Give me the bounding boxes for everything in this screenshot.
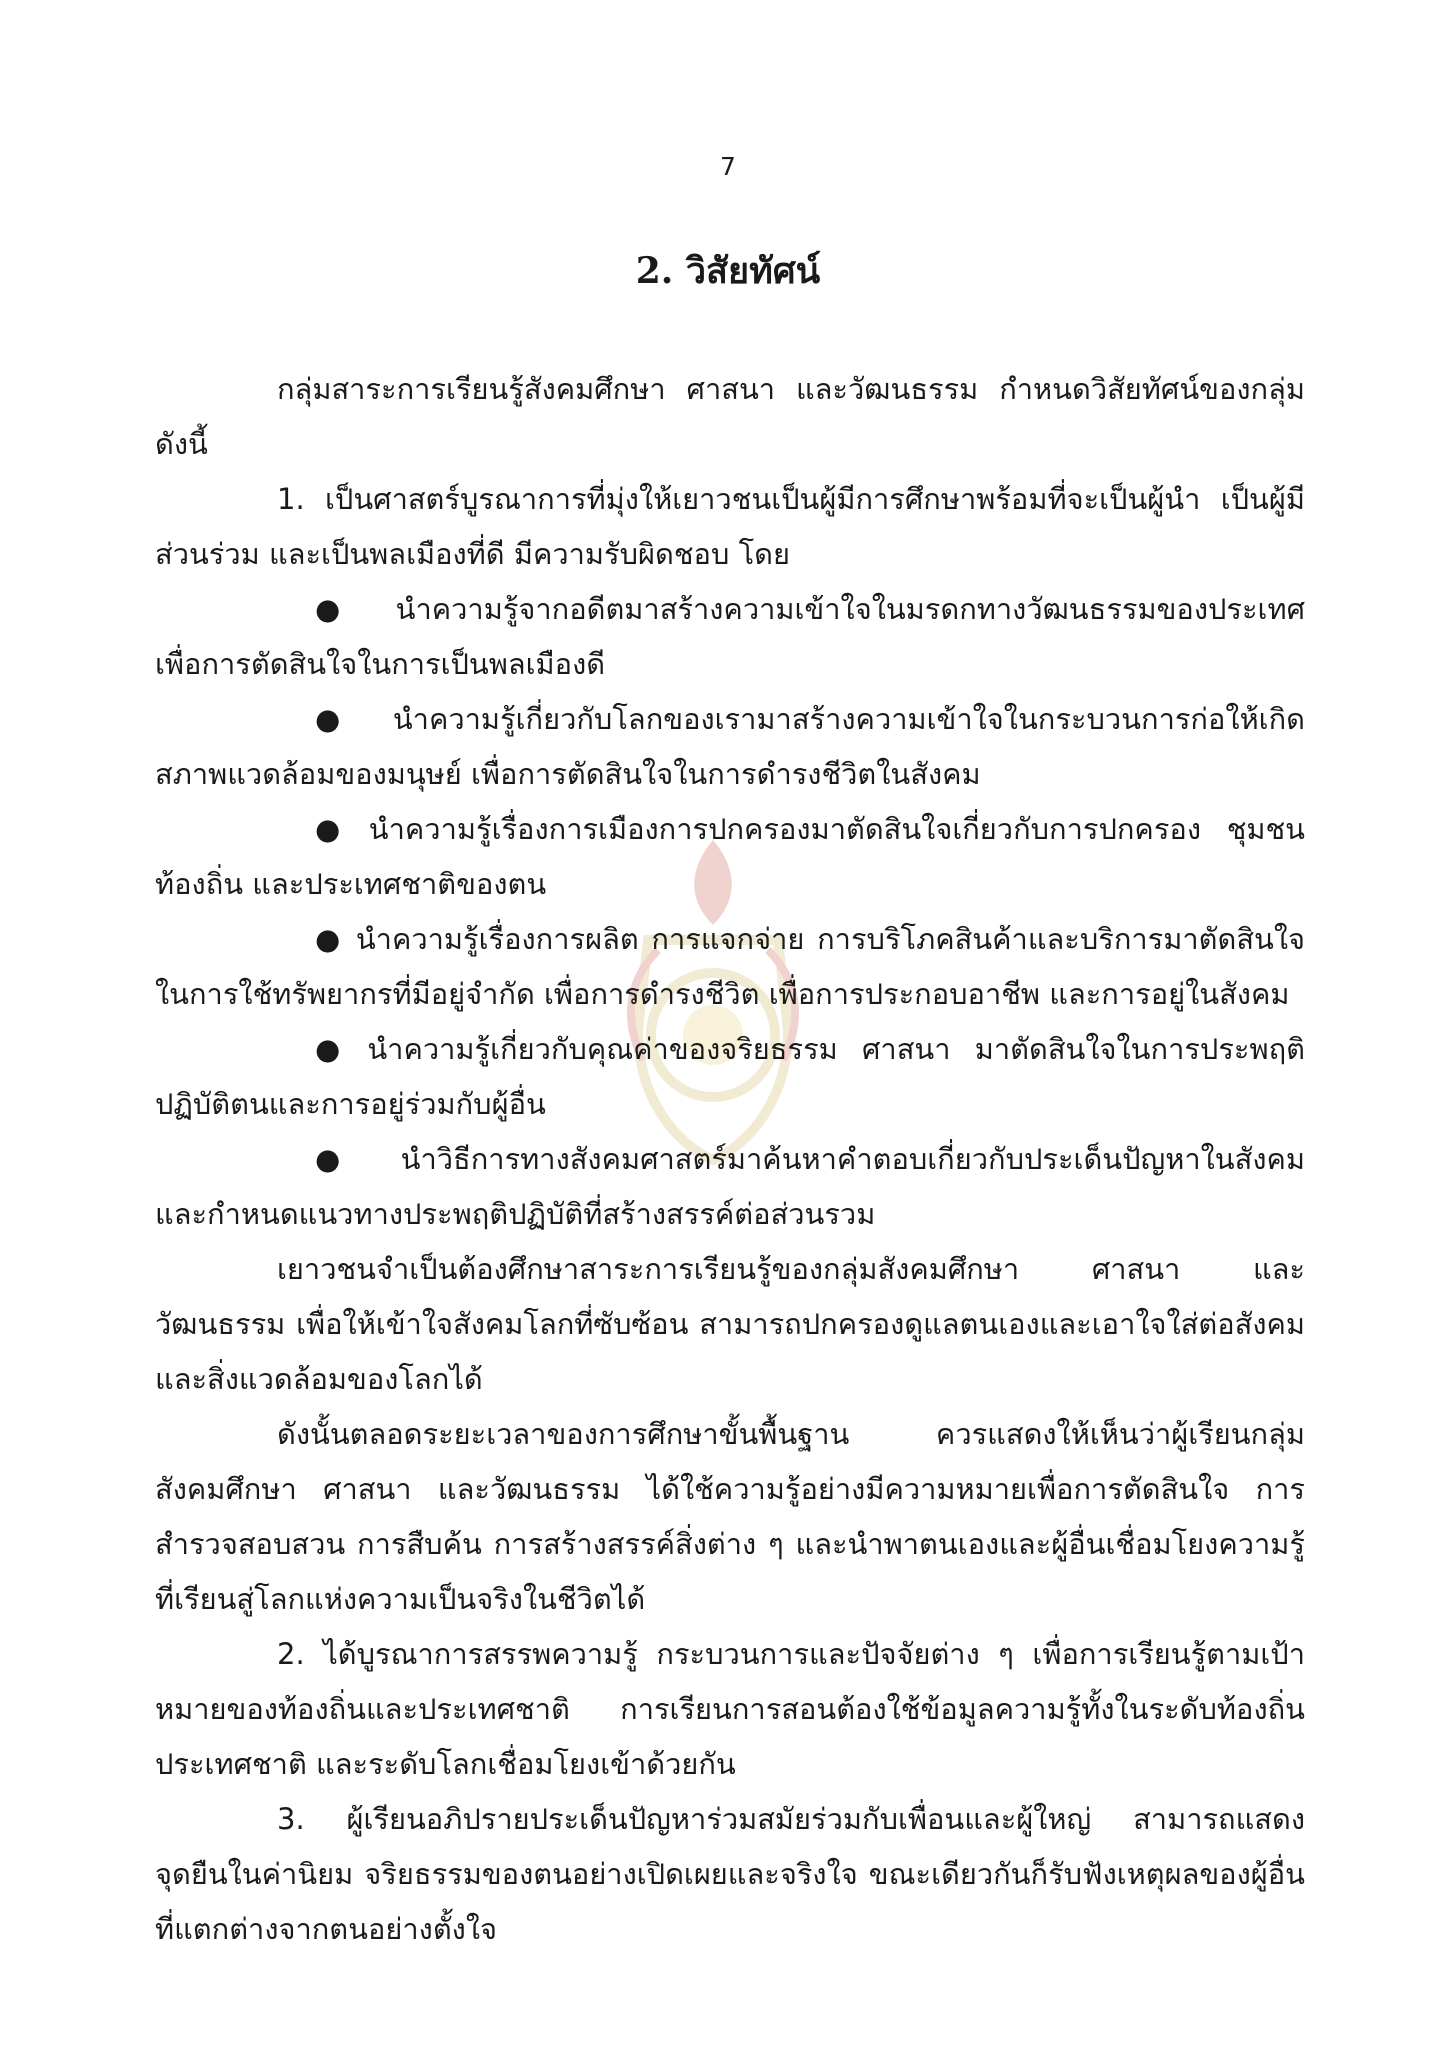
- youth-paragraph: เยาวชนจำเป็นต้องศึกษาสาระการเรียนรู้ของกลุ่มสังคมศึกษา ศาสนา และวัฒนธรรม เพื่อให้เข้าใจสังคมโลกที่ซับซ้อน สามารถปกครองดูแลตนเองและเอาใจใส่ต่อสังคมและสิ่งแวดล้อมของโลกได้: [155, 1252, 1305, 1396]
- document-body: [155, 362, 1305, 1957]
- bullet-icon: ●: [315, 922, 344, 956]
- page-number: 7: [720, 152, 736, 181]
- intro-paragraph: กลุ่มสาระการเรียนรู้สังคมศึกษา ศาสนา และวัฒนธรรม กำหนดวิสัยทัศน์ของกลุ่มดังนี้: [155, 372, 1305, 461]
- bullet-text: นำความรู้เกี่ยวกับโลกของเรามาสร้างความเข้าใจในกระบวนการก่อให้เกิดสภาพแวดล้อมของมนุษย์ เพื่อการตัดสินใจในการดำรงชีวิตในสังคม: [155, 702, 1305, 791]
- bullet-item: [155, 802, 1305, 912]
- bullet-icon: ●: [315, 592, 384, 626]
- vision-item-1: 1. เป็นศาสตร์บูรณาการที่มุ่งให้เยาวชนเป็นผู้มีการศึกษาพร้อมที่จะเป็นผู้นำ เป็นผู้มีส่วนร่วม และเป็นพลเมืองที่ดี มีความรับผิดชอบ โดย: [155, 482, 1305, 571]
- therefore-paragraph: ดังนั้นตลอดระยะเวลาของการศึกษาขั้นพื้นฐาน ควรแสดงให้เห็นว่าผู้เรียนกลุ่มสังคมศึกษา ศาสนา และวัฒนธรรม ได้ใช้ความรู้อย่างมีความหมายเพื่อการตัดสินใจ การสำรวจสอบสวน การสืบค้น การสร้างสรรค์สิ่งต่าง ๆ และนำพาตนเองและผู้อื่นเชื่อมโยงความรู้ที่เรียนสู่โลกแห่งความเป็นจริงในชีวิตได้: [155, 1417, 1305, 1616]
- page-title: 2. วิสัยทัศน์: [635, 250, 821, 292]
- vision-item-2: 2. ได้บูรณาการสรรพความรู้ กระบวนการและปัจจัยต่าง ๆ เพื่อการเรียนรู้ตามเป้าหมายของท้องถิ่นและประเทศชาติ การเรียนการสอนต้องใช้ข้อมูลความรู้ทั้งในระดับท้องถิ่น ประเทศชาติ และระดับโลกเชื่อมโยงเข้าด้วยกัน: [155, 1637, 1305, 1781]
- bullet-icon: ●: [315, 812, 357, 846]
- bullet-icon: ●: [315, 702, 381, 736]
- bullet-text: นำความรู้เรื่องการผลิต การแจกจ่าย การบริโภคสินค้าและบริการมาตัดสินใจในการใช้ทรัพยากรที่มีอยู่จำกัด เพื่อการดำรงชีวิต เพื่อการประกอบอาชีพ และการอยู่ในสังคม: [155, 922, 1305, 1011]
- bullet-item: [155, 1022, 1305, 1132]
- bullet-text: นำความรู้เกี่ยวกับคุณค่าของจริยธรรม ศาสนา มาตัดสินใจในการประพฤติปฏิบัติตนและการอยู่ร่วมกับผู้อื่น: [155, 1032, 1305, 1121]
- bullet-item: [155, 912, 1305, 1022]
- bullet-item: [155, 692, 1305, 802]
- bullet-item: [155, 1132, 1305, 1242]
- bullet-text: นำความรู้เรื่องการเมืองการปกครองมาตัดสินใจเกี่ยวกับการปกครอง ชุมชนท้องถิ่น และประเทศชาติของตน: [155, 812, 1305, 901]
- vision-item-3: 3. ผู้เรียนอภิปรายประเด็นปัญหาร่วมสมัยร่วมกับเพื่อนและผู้ใหญ่ สามารถแสดงจุดยืนในค่านิยม จริยธรรมของตนอย่างเปิดเผยและจริงใจ ขณะเดียวกันก็รับฟังเหตุผลของผู้อื่นที่แตกต่างจากตนอย่างตั้งใจ: [155, 1802, 1305, 1946]
- bullet-text: นำความรู้จากอดีตมาสร้างความเข้าใจในมรดกทางวัฒนธรรมของประเทศ เพื่อการตัดสินใจในการเป็นพลเมืองดี: [155, 592, 1305, 681]
- bullet-icon: ●: [315, 1032, 356, 1066]
- bullet-icon: ●: [315, 1142, 389, 1176]
- bullet-text: นำวิธีการทางสังคมศาสตร์มาค้นหาคำตอบเกี่ยวกับประเด็นปัญหาในสังคมและกำหนดแนวทางประพฤติปฏิบัติที่สร้างสรรค์ต่อส่วนรวม: [155, 1142, 1305, 1231]
- bullet-item: [155, 582, 1305, 692]
